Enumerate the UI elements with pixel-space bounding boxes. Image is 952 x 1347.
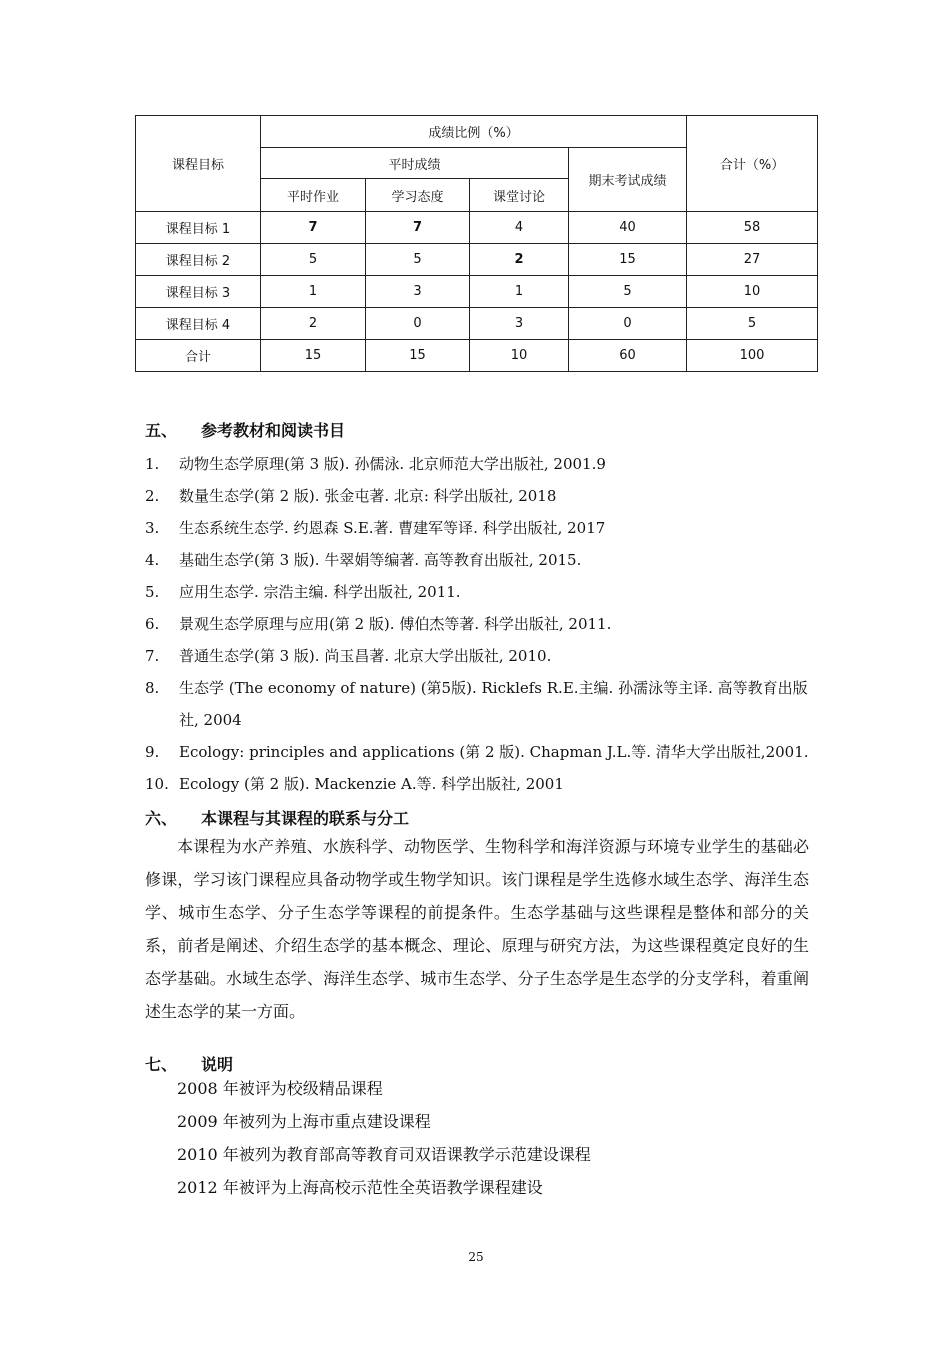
table-row: [136, 276, 818, 308]
list-item: [145, 544, 815, 576]
header-final-exam: 期末考试成绩: [569, 148, 687, 212]
ref-text: 普通生态学(第 3 版). 尚玉昌著. 北京大学出版社, 2010.: [179, 647, 552, 665]
list-item: 2010 年被列为教育部高等教育司双语课教学示范建设课程: [177, 1145, 591, 1164]
table-cell: 100: [687, 340, 818, 372]
table-cell: 15: [569, 244, 687, 276]
row-label: 课程目标 1: [136, 212, 261, 244]
ref-text: 动物生态学原理(第 3 版). 孙儒泳. 北京师范大学出版社, 2001.9: [179, 455, 606, 473]
ref-number: 3.: [145, 519, 160, 537]
list-item: 2009 年被列为上海市重点建设课程: [177, 1112, 431, 1131]
section-5-heading: [145, 418, 345, 441]
header-total-pct: 合计（%）: [687, 116, 818, 212]
table-cell: 2: [261, 308, 366, 340]
table-cell: 58: [687, 212, 818, 244]
header-attitude: 学习态度: [366, 179, 470, 212]
table-cell: 0: [366, 308, 470, 340]
table-cell: 10: [687, 276, 818, 308]
ref-number: 4.: [145, 551, 160, 569]
page-number: 25: [468, 1250, 484, 1264]
notes-list: [177, 1072, 591, 1204]
table-cell: 40: [569, 212, 687, 244]
table-cell: 2: [470, 244, 569, 276]
grade-ratio-table: [135, 115, 818, 372]
header-usual-grade: 平时成绩: [261, 148, 569, 179]
table-cell: 60: [569, 340, 687, 372]
ref-number: 1.: [145, 455, 160, 473]
list-item: [145, 608, 815, 640]
ref-text: 生态系统生态学. 约恩森 S.E.著. 曹建军等译. 科学出版社, 2017: [179, 519, 606, 537]
table-row: [136, 212, 818, 244]
ref-number: 8.: [145, 679, 160, 697]
ref-text: 应用生态学. 宗浩主编. 科学出版社, 2011.: [179, 583, 461, 601]
ref-text: 景观生态学原理与应用(第 2 版). 傅伯杰等著. 科学出版社, 2011.: [179, 615, 612, 633]
ref-number: 7.: [145, 647, 160, 665]
header-grade-ratio: 成绩比例（%）: [261, 116, 687, 148]
course-relation-paragraph: 本课程为水产养殖、水族科学、动物医学、生物科学和海洋资源与环境专业学生的基础必修课，学习该门课程应具备动物学或生物学知识。该门课程是学生选修水域生态学、海洋生态学、城市生态学、分子生态学等课程的前提条件。生态学基础与这些课程是整体和部分的关系，前者是阐述、介绍生态学的基本概念、理论、原理与研究方法，为这些课程奠定良好的生态学基础。水域生态学、海洋生态学、城市生态学、分子生态学是生态学的分支学科，着重阐述生态学的某一方面。: [145, 837, 809, 1021]
table-cell: 10: [470, 340, 569, 372]
ref-number: 9.: [145, 743, 160, 761]
header-discussion: 课堂讨论: [470, 179, 569, 212]
table-cell: 3: [366, 276, 470, 308]
table-cell: 1: [261, 276, 366, 308]
table-cell: 0: [569, 308, 687, 340]
ref-text: 基础生态学(第 3 版). 牛翠娟等编著. 高等教育出版社, 2015.: [179, 551, 582, 569]
section-number: 六、: [145, 809, 178, 828]
section-6-heading: [145, 806, 409, 829]
ref-number: 6.: [145, 615, 160, 633]
section-title: 参考教材和阅读书目: [201, 421, 346, 440]
table-cell: 3: [470, 308, 569, 340]
table-cell: 1: [470, 276, 569, 308]
table-cell: 15: [366, 340, 470, 372]
ref-text: 生态学 (The economy of nature) (第5版). Ricklefs R.E.主编. 孙濡泳等主译. 高等教育出版社, 2004: [179, 679, 808, 729]
table-cell: 5: [569, 276, 687, 308]
row-label: 课程目标 4: [136, 308, 261, 340]
section-number: 五、: [145, 421, 178, 440]
table-row: [136, 308, 818, 340]
list-item: [145, 768, 815, 800]
table-cell: 5: [261, 244, 366, 276]
table-cell: 4: [470, 212, 569, 244]
list-item: 2012 年被评为上海高校示范性全英语教学课程建设: [177, 1178, 543, 1197]
table-cell: 5: [687, 308, 818, 340]
reference-list: [145, 448, 815, 800]
table-cell: 7: [261, 212, 366, 244]
row-label: 课程目标 2: [136, 244, 261, 276]
ref-text: Ecology: principles and applications (第 2 版). Chapman J.L.等. 清华大学出版社,2001.: [179, 743, 809, 761]
list-item: [145, 448, 815, 480]
table-cell: 7: [366, 212, 470, 244]
table-cell: 27: [687, 244, 818, 276]
section-title: 说明: [201, 1055, 234, 1074]
table-cell: 15: [261, 340, 366, 372]
list-item: [145, 480, 815, 512]
ref-text: Ecology (第 2 版). Mackenzie A.等. 科学出版社, 2001: [179, 775, 564, 793]
ref-number: 2.: [145, 487, 160, 505]
header-homework: 平时作业: [261, 179, 366, 212]
row-label: 合计: [136, 340, 261, 372]
list-item: [145, 736, 815, 768]
section-number: 七、: [145, 1055, 178, 1074]
table-cell: 5: [366, 244, 470, 276]
list-item: [145, 640, 815, 672]
header-course-goal: 课程目标: [136, 116, 261, 212]
ref-number: 10.: [145, 775, 169, 793]
list-item: [145, 512, 815, 544]
table-row: [136, 244, 818, 276]
ref-number: 5.: [145, 583, 160, 601]
ref-text: 数量生态学(第 2 版). 张金屯著. 北京: 科学出版社, 2018: [179, 487, 557, 505]
table-row-total: [136, 340, 818, 372]
list-item: [145, 672, 815, 736]
section-title: 本课程与其课程的联系与分工: [201, 809, 410, 828]
list-item: [145, 576, 815, 608]
list-item: 2008 年被评为校级精品课程: [177, 1079, 383, 1098]
row-label: 课程目标 3: [136, 276, 261, 308]
